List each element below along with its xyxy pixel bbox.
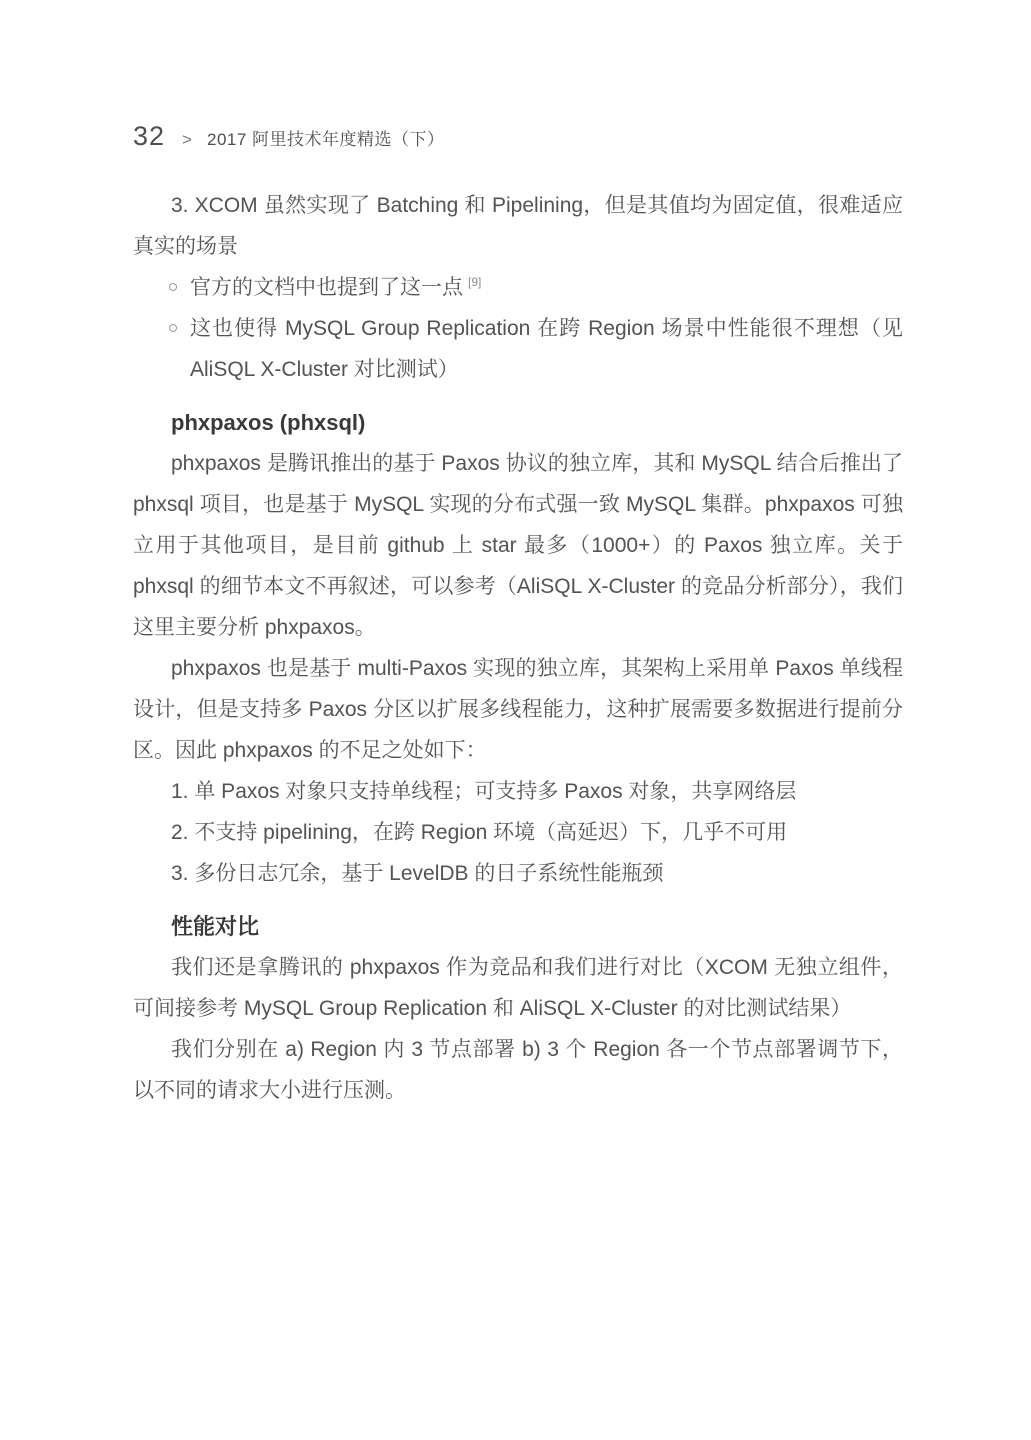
paragraph-phxpaxos-architecture: phxpaxos 也是基于 multi-Paxos 实现的独立库，其架构上采用单 Paxos 单线程设计，但是支持多 Paxos 分区以扩展多线程能力，这种扩展需要多数据进行提前分区。因此 phxpaxos 的不足之处如下： [133,657,903,762]
circle-bullet-icon [169,283,177,291]
page-number: 32 [133,121,166,151]
paragraph-performance-comparison: 我们还是拿腾讯的 phxpaxos 作为竞品和我们进行对比（XCOM 无独立组件，可间接参考 MySQL Group Replication 和 AliSQL X-Cluster 的对比测试结果） [133,956,903,1020]
numbered-item-log-redundancy: 3. 多份日志冗余，基于 LevelDB 的日子系统性能瓶颈 [171,862,664,885]
paragraph-deployment-test: 我们分别在 a) Region 内 3 节点部署 b) 3 个 Region 各一个节点部署调节下，以不同的请求大小进行压测。 [133,1038,903,1102]
paragraph-xcom-limitation: 3. XCOM 虽然实现了 Batching 和 Pipelining，但是其值均为固定值，很难适应真实的场景 [133,194,903,258]
page-content [133,185,903,1111]
book-title: 2017 阿里技术年度精选（下） [206,130,445,149]
paragraph-phxpaxos-intro: phxpaxos 是腾讯推出的基于 Paxos 协议的独立库，其和 MySQL 结合后推出了 phxsql 项目，也是基于 MySQL 实现的分布式强一致 MySQL 集群。phxpaxos 可独立用于其他项目，是目前 github 上 star 最多（1000+）的 Paxos 独立库。关于 phxsql 的细节本文不再叙述，可以参考（AliSQL X-Cluster 的竞品分析部分），我们这里主要分析 phxpaxos。 [133,452,903,639]
bullet-list [133,267,903,390]
numbered-item-single-thread: 1. 单 Paxos 对象只支持单线程；可支持多 Paxos 对象，共享网络层 [171,780,797,803]
bullet-item-official-docs [133,267,903,308]
page-header [133,121,445,152]
bullet-item-cross-region [133,308,903,390]
section-heading-performance: 性能对比 [171,914,260,939]
bullet-text: 这也使得 MySQL Group Replication 在跨 Region 场景中性能很不理想（见 AliSQL X-Cluster 对比测试） [190,317,903,381]
numbered-item-no-pipelining: 2. 不支持 pipelining，在跨 Region 环境（高延迟）下，几乎不可用 [171,821,788,844]
section-heading-phxpaxos: phxpaxos (phxsql) [171,410,366,435]
citation-reference-9: [9] [468,275,482,289]
header-separator-chevron: > [182,130,192,149]
bullet-text: 官方的文档中也提到了这一点 [190,276,463,299]
circle-bullet-icon [169,324,177,332]
